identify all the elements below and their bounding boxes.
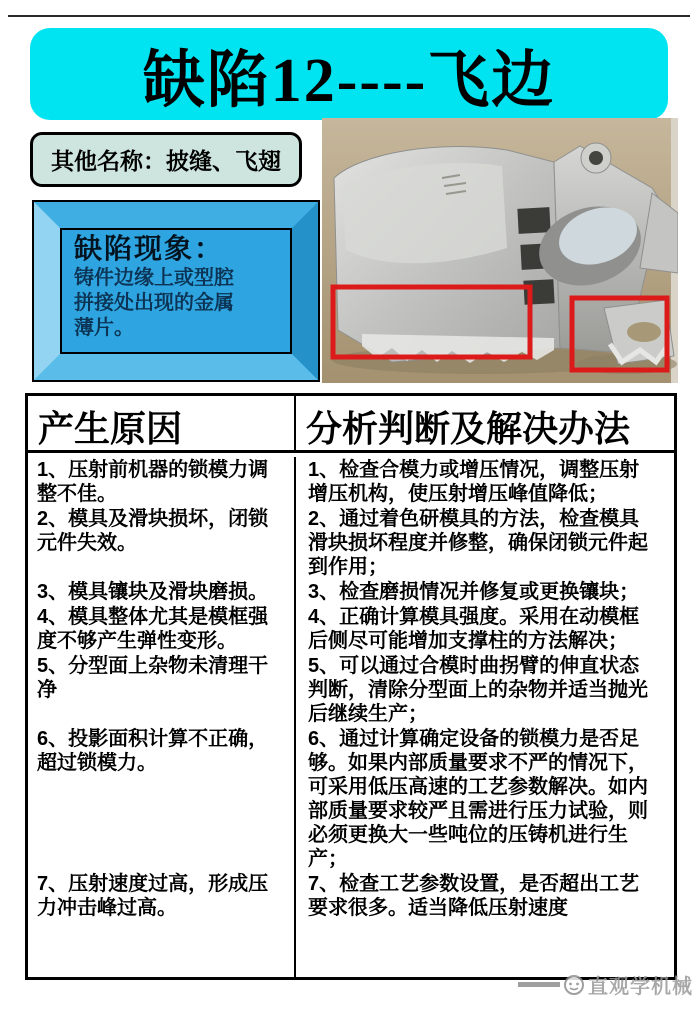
- solution-cell-7: 7、检查工艺参数设置，是否超出工艺要求很多。适当降低压射速度: [308, 873, 640, 919]
- watermark-line: [518, 982, 560, 987]
- other-names-box: [30, 132, 302, 187]
- phenomenon-box: [32, 200, 320, 382]
- casting-slab-highlight: [342, 163, 507, 263]
- defect-photo: [322, 118, 678, 383]
- cause-cell-7: 7、压射速度过高，形成压力冲击峰过高。: [28, 871, 296, 920]
- top-border-line: [8, 15, 690, 17]
- table-filler-right: [296, 920, 674, 977]
- header-solutions: 分析判断及解决办法: [306, 408, 631, 449]
- cause-cell-5: 5、分型面上杂物未清理干净: [28, 653, 296, 726]
- watermark: [518, 970, 693, 999]
- top-boss-hole: [589, 151, 603, 165]
- foot-hole: [627, 322, 661, 342]
- phenomenon-heading: 缺陷现象：: [74, 233, 225, 264]
- table-filler-left: [28, 920, 296, 977]
- watermark-text: 直观学机械: [588, 976, 693, 998]
- solution-cell-6: 6、通过计算确定设备的锁模力是否足够。如果内部质量要求不严的情况下，可采用低压高速的工艺参数解决。如内部质量要求较严且需进行压力试验，则必须更换大一些吨位的压铸机进行生产；: [308, 728, 648, 870]
- cause-solution-table: [25, 393, 677, 980]
- title-banner: [30, 28, 668, 120]
- table-header-row: [28, 396, 674, 453]
- solution-cell-3: 3、检查磨损情况并修复或更换镶块；: [308, 581, 640, 603]
- phenomenon-body: 铸件边缘上或型腔拼接处出现的金属薄片。: [74, 267, 234, 339]
- solution-cell-4: 4、正确计算模具强度。采用在动模框后侧尽可能增加支撑柱的方法解决；: [308, 606, 640, 652]
- solution-cell-2: 2、通过着色研模具的方法，检查模具滑块损坏程度并修整，确保闭锁元件起到作用；: [308, 508, 648, 578]
- phenomenon-bevel-frame: [34, 202, 318, 380]
- page-title: 缺陷12----飞边: [142, 46, 556, 115]
- other-names-label: 其他名称：披缝、飞翅: [51, 148, 281, 174]
- phenomenon-panel: [60, 228, 292, 354]
- cause-cell-1: 1、压射前机器的锁模力调整不佳。: [28, 457, 296, 506]
- casting-photo-illustration: [322, 118, 678, 383]
- cause-cell-2: 2、模具及滑块损坏，闭锁元件失效。: [28, 506, 296, 579]
- cause-cell-3: 3、模具镶块及滑块磨损。: [28, 579, 296, 604]
- face-logo-icon: [563, 974, 585, 996]
- solution-cell-5: 5、可以通过合模时曲拐臂的伸直状态判断，清除分型面上的杂物并适当抛光后继续生产；: [308, 655, 648, 725]
- header-causes: 产生原因: [28, 396, 296, 450]
- cause-cell-6: 6、投影面积计算不正确，超过锁模力。: [28, 726, 296, 871]
- window-hole-1: [517, 207, 550, 234]
- cause-cell-4: 4、模具整体尤其是模框强度不够产生弹性变形。: [28, 604, 296, 653]
- solution-cell-1: 1、检查合模力或增压情况，调整压射增压机构，使压射增压峰值降低；: [308, 459, 640, 505]
- table-body: [28, 453, 674, 977]
